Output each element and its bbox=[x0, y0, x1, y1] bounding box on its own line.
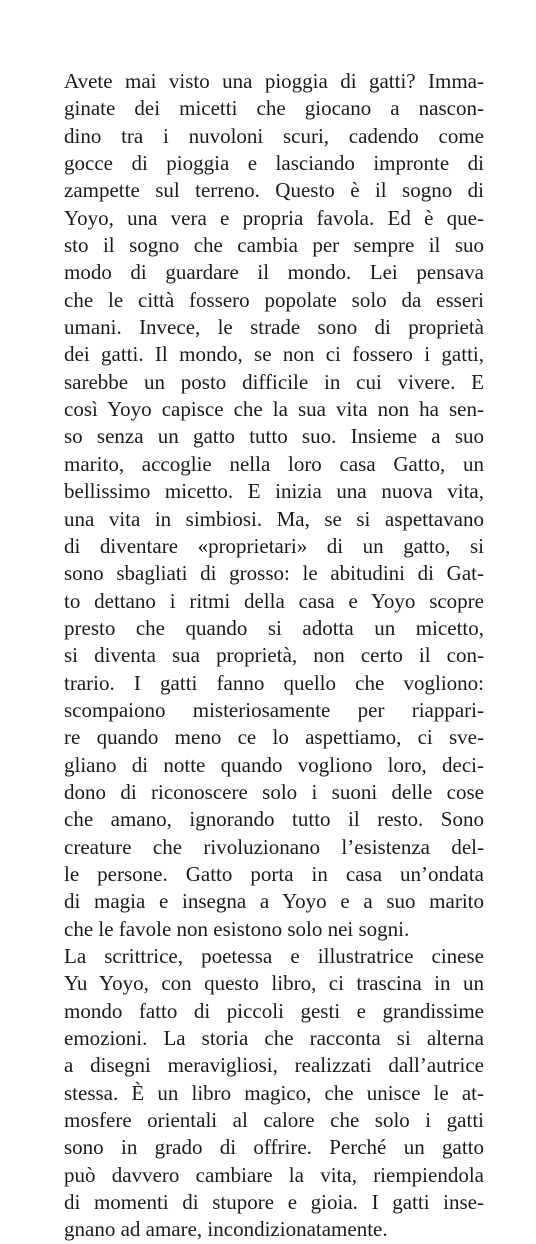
text-line: di diventare «proprietari» di un gatto, si bbox=[64, 533, 484, 558]
text-line: trario. I gatti fanno quello che vogliono: bbox=[64, 670, 484, 695]
text-line: Avete mai visto una pioggia di gatti? Imma- bbox=[64, 69, 484, 93]
text-line: marito, accoglie nella loro casa Gatto, un bbox=[64, 451, 484, 476]
text-line: mosfere orientali al calore che solo i gatti bbox=[64, 1108, 484, 1133]
text-line: bellissimo micetto. E inizia una nuova vita, bbox=[64, 479, 484, 504]
text-line: che amano, ignorando tutto il resto. Sono bbox=[64, 807, 484, 832]
text-line: si diventa sua proprietà, non certo il con- bbox=[64, 643, 484, 668]
text-line: mondo fatto di piccoli gesti e grandissime bbox=[64, 998, 484, 1023]
paragraph-2 bbox=[64, 943, 484, 1244]
text-line: di momenti di stupore e gioia. I gatti inse- bbox=[64, 1190, 484, 1215]
text-line: dono di riconoscere solo i suoni delle cose bbox=[64, 779, 484, 804]
text-line: stessa. È un libro magico, che unisce le at- bbox=[64, 1080, 484, 1105]
text-line: sarebbe un posto difficile in cui vivere. E bbox=[64, 369, 484, 394]
text-line: so senza un gatto tutto suo. Insieme a suo bbox=[64, 424, 484, 449]
text-line: una vita in simbiosi. Ma, se si aspettavano bbox=[64, 506, 484, 531]
text-line: che le città fossero popolate solo da esseri bbox=[64, 287, 484, 312]
text-line: gnano ad amare, incondizionatamente. bbox=[64, 1217, 388, 1242]
text-line: può davvero cambiare la vita, riempiendola bbox=[64, 1162, 484, 1187]
text-line: creature che rivoluzionano l’esistenza del- bbox=[64, 834, 484, 859]
text-line: gocce di pioggia e lasciando impronte di bbox=[64, 151, 484, 176]
text-line: La scrittrice, poetessa e illustratrice cinese bbox=[64, 944, 484, 968]
text-line: le persone. Gatto porta in casa un’ondata bbox=[64, 861, 484, 886]
text-line: Yu Yoyo, con questo libro, ci trascina in un bbox=[64, 971, 484, 996]
text-line: Yoyo, una vera e propria favola. Ed è que- bbox=[64, 205, 484, 230]
text-line: dino tra i nuvoloni scuri, cadendo come bbox=[64, 123, 484, 148]
text-line: così Yoyo capisce che la sua vita non ha sen- bbox=[64, 397, 484, 422]
text-line: che le favole non esistono solo nei sogni. bbox=[64, 916, 410, 941]
text-line: ginate dei micetti che giocano a nascon- bbox=[64, 96, 484, 121]
text-line: re quando meno ce lo aspettiamo, ci sve- bbox=[64, 725, 484, 750]
text-line: presto che quando si adotta un micetto, bbox=[64, 615, 484, 640]
text-line: gliano di notte quando vogliono loro, deci- bbox=[64, 752, 484, 777]
text-line: di magia e insegna a Yoyo e a suo marito bbox=[64, 889, 484, 914]
text-line: umani. Invece, le strade sono di proprietà bbox=[64, 315, 484, 340]
text-line: sono in grado di offrire. Perché un gatto bbox=[64, 1135, 484, 1160]
text-line: sono sbagliati di grosso: le abitudini di Gat- bbox=[64, 561, 484, 586]
text-line: zampette sul terreno. Questo è il sogno di bbox=[64, 178, 484, 203]
text-line: a disegni meravigliosi, realizzati dall’autrice bbox=[64, 1053, 484, 1078]
text-line: emozioni. La storia che racconta si alterna bbox=[64, 1026, 484, 1051]
body-text bbox=[64, 68, 484, 1244]
text-line: dei gatti. Il mondo, se non ci fossero i gatti, bbox=[64, 342, 484, 367]
text-line: scompaiono misteriosamente per riappari- bbox=[64, 697, 484, 722]
text-line: modo di guardare il mondo. Lei pensava bbox=[64, 260, 484, 285]
text-line: to dettano i ritmi della casa e Yoyo scopre bbox=[64, 588, 484, 613]
text-line: sto il sogno che cambia per sempre il suo bbox=[64, 233, 484, 258]
paragraph-1 bbox=[64, 68, 484, 943]
